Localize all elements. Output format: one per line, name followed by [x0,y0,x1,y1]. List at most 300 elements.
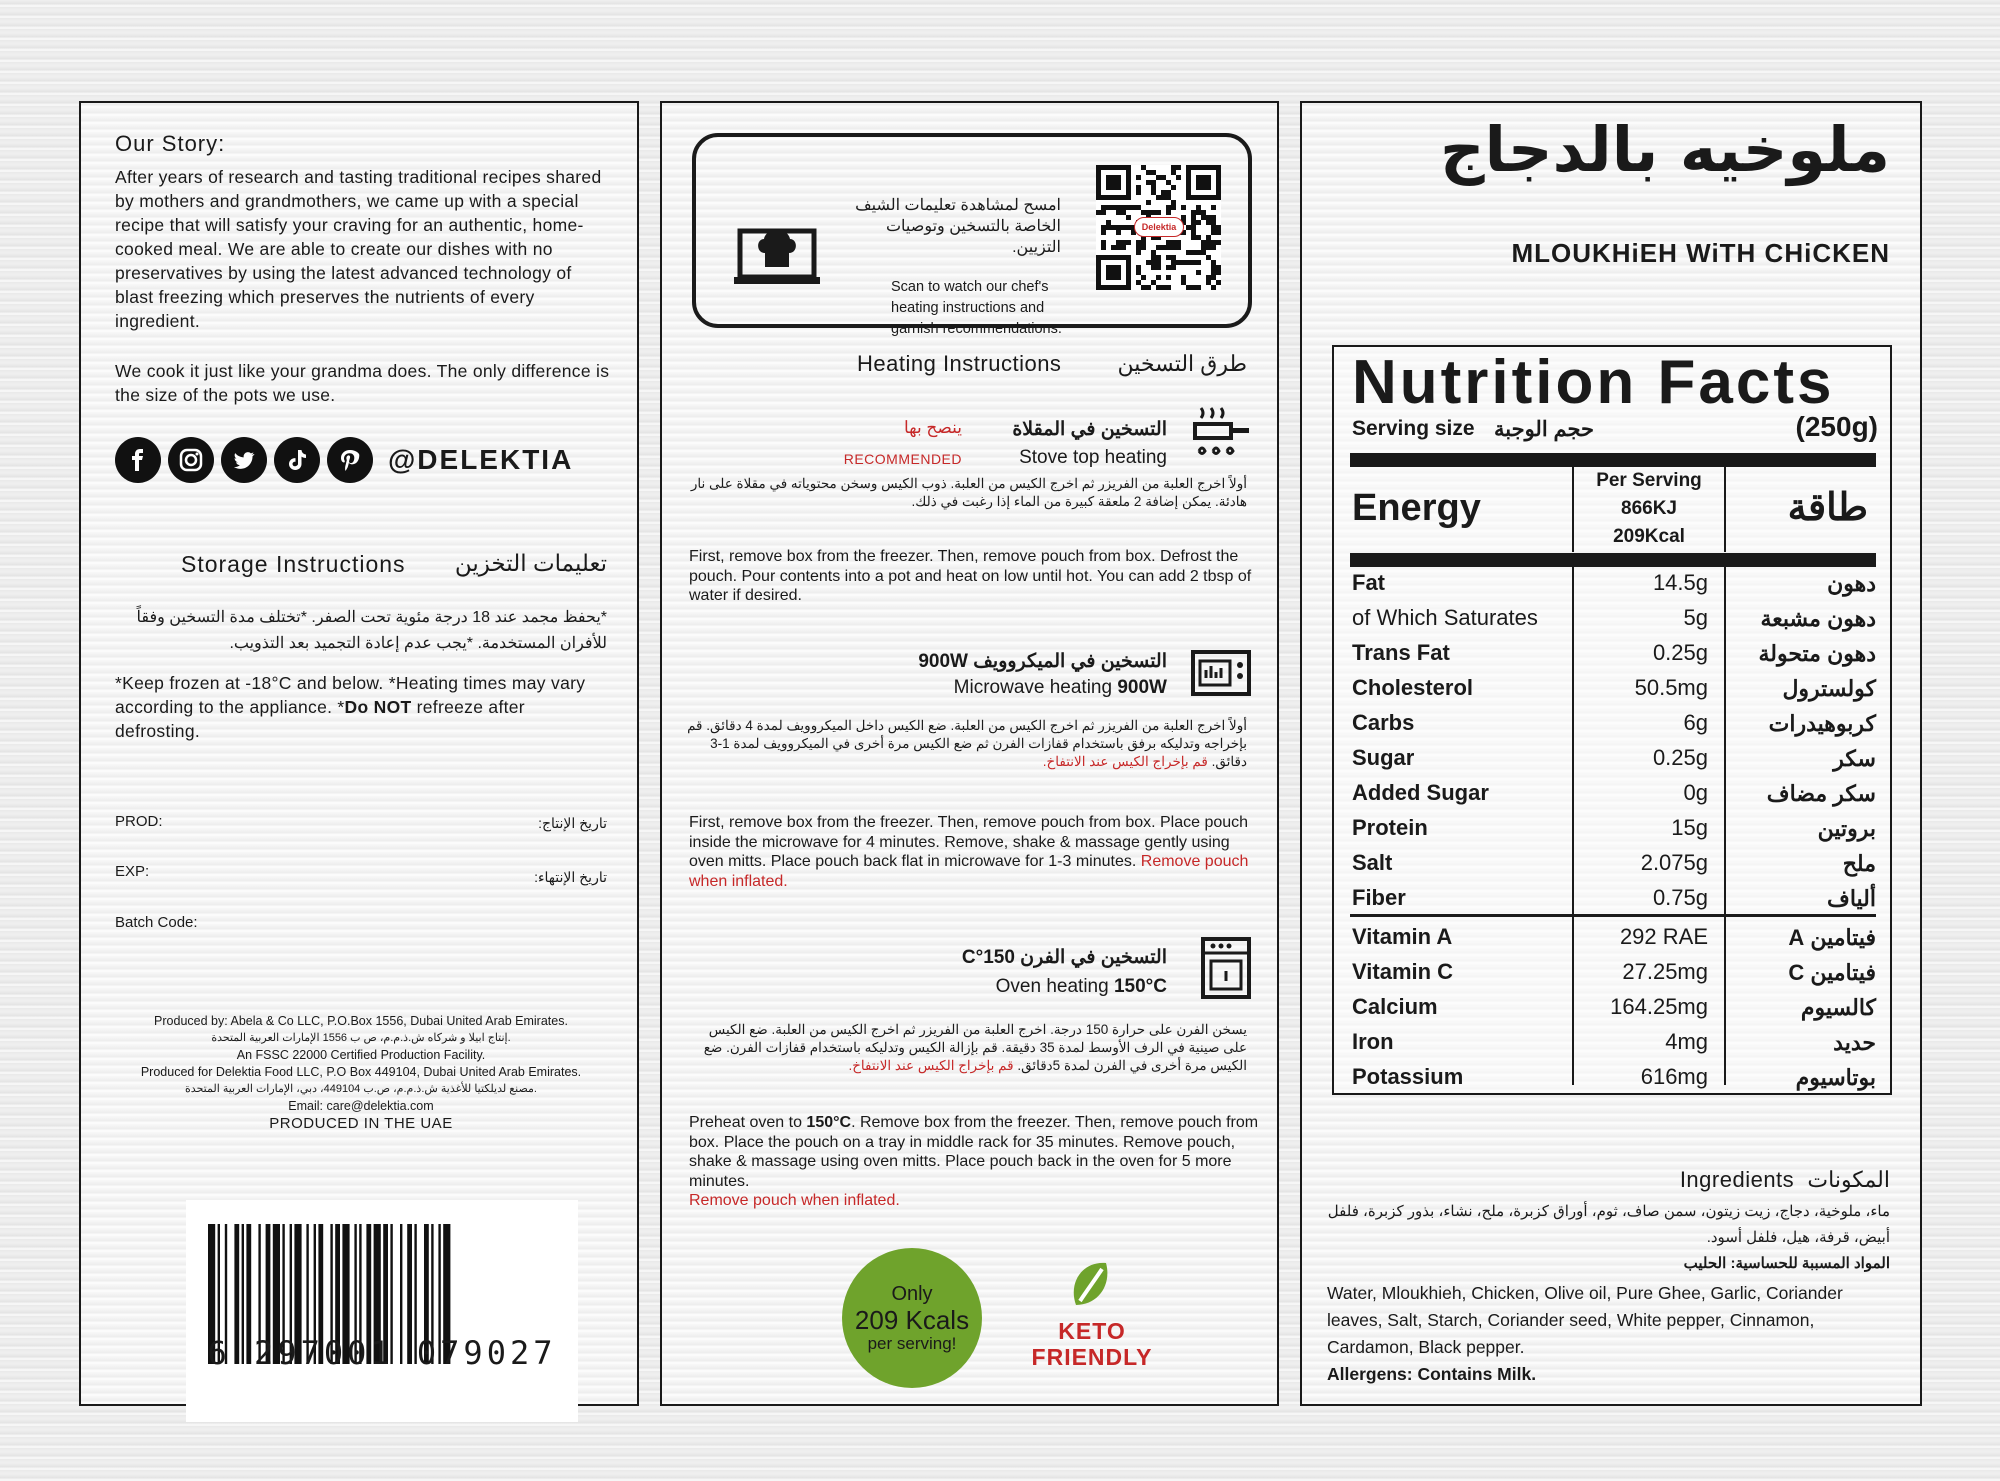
qr-module [1201,245,1206,250]
nutrient-value: 15g [1671,815,1708,840]
qr-module [1161,195,1166,200]
column-divider [1724,467,1726,552]
qr-module [1136,185,1141,190]
qr-module [1171,255,1176,260]
nutrient-name: Salt [1352,850,1393,875]
prod-label-ar: تاريخ الإنتاج: [538,815,607,831]
qr-module [1196,220,1201,225]
recommended-en: RECOMMENDED [843,451,962,467]
qr-module [1201,210,1206,215]
qr-module [1151,210,1156,215]
qr-module [1156,210,1161,215]
keto-text-2: FRIENDLY [1031,1344,1153,1370]
microwave-para-en [689,813,1259,891]
oven-para-en-2: . Remove box from the freezer. Then, remove pouch from box. Place the pouch on a tray in middle rack for 35 minutes. Remove pouch, shake & massage using oven mitts. Place pouch back in the oven for 5 more minutes. [689,1114,1259,1190]
qr-module [1151,280,1156,285]
nutrient-name: of Which Saturates [1352,605,1538,630]
qr-box [692,133,1252,337]
divider-thin [1350,914,1876,917]
qr-module [1116,245,1121,250]
serving-size-label: Serving size [1352,417,1475,440]
qr-module [1106,175,1121,190]
qr-module [1141,240,1146,245]
vitamin-name-ar: بوتاسيوم [1795,1065,1876,1090]
nutrition-facts-title: Nutrition Facts [1352,348,1835,417]
qr-module [1161,175,1166,180]
qr-module [1106,225,1111,230]
oven-para-en-1: Preheat oven to [689,1114,807,1131]
qr-module [1136,205,1141,210]
prod-label: PROD: [115,813,163,830]
qr-module [1211,285,1216,290]
qr-module [1201,250,1206,255]
vitamin-name-ar: حديد [1833,1030,1876,1055]
qr-module [1216,280,1221,285]
qr-module [1156,285,1161,290]
qr-module [1121,225,1126,230]
nutrient-row [1350,635,1876,670]
qr-module [1151,170,1156,175]
recommended-ar: ينصح بها [903,418,962,437]
qr-module [1116,210,1121,215]
qr-module [1121,245,1126,250]
qr-module [1191,230,1196,235]
qr-text-en: Scan to watch our chef's heating instructions and garnish recommendations. [891,279,1062,337]
qr-module [1196,235,1201,240]
vitamin-row [1350,954,1876,989]
qr-module [1216,225,1221,230]
vitamin-row [1350,1059,1876,1094]
qr-module [1171,170,1176,175]
qr-module [1141,165,1146,170]
vitamin-value: 4mg [1665,1029,1708,1054]
qr-module [1191,210,1196,215]
leaf-icon [1062,1253,1122,1313]
qr-module [1171,200,1176,205]
qr-module [1146,285,1151,290]
qr-module [1166,275,1171,280]
vitamin-name-ar: كالسيوم [1800,995,1876,1020]
qr-module [1136,280,1141,285]
storage-title-en: Storage Instructions [181,551,406,577]
qr-module [1216,270,1221,275]
nutrient-value: 6g [1683,710,1708,735]
qr-module [1186,250,1191,255]
microwave-title-en-1: Microwave heating [953,677,1118,698]
qr-module [1211,220,1216,225]
qr-module [1146,180,1151,185]
qr-module [1141,210,1146,215]
qr-module [1166,190,1171,195]
vitamin-name: Vitamin A [1352,924,1453,949]
qr-module [1211,240,1216,245]
nutrient-row [1350,880,1876,915]
vitamin-name: Potassium [1352,1064,1464,1089]
ingredients-text-en: Water, Mloukhieh, Chicken, Olive oil, Pure Ghee, Garlic, Coriander leaves, Salt, Starch, Coriander seed, White pepper, Cinnamon, Cardamon, Black pepper. [1327,1283,1843,1357]
qr-module [1171,185,1176,190]
vitamin-value: 616mg [1640,1064,1708,1089]
qr-code[interactable] [1096,165,1221,290]
oven-para-ar-text: يسخن الفرن على حرارة 150 درجة. اخرج العلبة من الفريزر ثم اخرج الكيس من العلبة. ضع الكيس على صينية في الرف الأوسط لمدة 35 دقيقة. قم بإزالة الكيس وتدليكه باستخدام قفازات الفرن. ضع الكيس مرة أخرى في الفرن لمدة 5دقائق. [703,1022,1247,1073]
qr-module [1166,245,1171,250]
qr-module [1156,255,1161,260]
qr-module [1171,260,1176,265]
energy-values [1574,467,1724,551]
qr-module [1196,210,1201,215]
energy-kj: 866KJ [1621,498,1677,519]
qr-module [1216,265,1221,270]
vitamin-value: 164.25mg [1610,994,1708,1019]
qr-module [1136,190,1141,195]
energy-label: Energy [1352,487,1481,529]
nutrient-value: 14.5g [1652,570,1708,595]
vitamin-value: 27.25mg [1622,959,1708,984]
producer-line-5: مصنع لديلكتيا للأغذية ش.ذ.م.م، ص.ب 449104، دبي، الإمارات العربية المتحدة. [185,1083,537,1095]
qr-module [1156,260,1161,265]
qr-module [1151,260,1156,265]
nutrient-name: Trans Fat [1352,640,1450,665]
qr-module [1166,180,1171,185]
nutrient-name: Sugar [1352,745,1415,770]
qr-module [1171,245,1176,250]
qr-module [1101,245,1106,250]
story-body: After years of research and tasting traditional recipes shared by mothers and grandmothers, we came up with a special recipe that will satisfy your craving for an authentic, home-cooked meal. We are able to create our dishes with no preservatives by using the latest advanced technology of blast freezing which preserves the nutrients of every ingredient. [115,167,602,331]
kcal-badge-line-3: per serving! [867,1333,957,1353]
qr-module [1166,240,1171,245]
nutrient-name-ar: ألياف [1827,886,1876,911]
qr-module [1166,210,1171,215]
back-panel-right [1300,101,1922,1406]
nutrient-name-ar: كولسترول [1782,676,1876,701]
qr-module [1141,245,1146,250]
back-panel-middle [660,101,1279,1406]
storage-text-en-bold: Do NOT [344,697,412,717]
nutrient-row [1350,565,1876,600]
back-panel-left [79,101,639,1406]
nutrient-value: 50.5mg [1634,675,1708,700]
qr-module [1216,240,1221,245]
vitamin-name: Vitamin C [1352,959,1454,984]
qr-module [1176,175,1181,180]
vitamin-name: Calcium [1352,994,1438,1019]
qr-module [1211,260,1216,265]
qr-module [1131,205,1136,210]
qr-module [1136,175,1141,180]
ingredients-title-en: Ingredients [1679,1167,1795,1192]
storage-text-en-1: *Keep frozen at -18°C and below. *Heating times may vary according to the appliance. * [115,673,586,717]
keto-text-1: KETO [1058,1318,1126,1344]
storage-title-ar: تعليمات التخزين [454,550,607,576]
qr-module [1201,240,1206,245]
nutrient-name-ar: دهون مشبعة [1760,606,1876,631]
qr-module [1211,245,1216,250]
qr-module [1191,285,1196,290]
pinterest-icon[interactable] [327,437,373,483]
qr-module [1151,180,1156,185]
nutrient-value: 0.75g [1652,885,1708,910]
qr-module [1121,205,1126,210]
qr-module [1196,250,1201,255]
qr-module [1136,250,1141,255]
qr-module [1216,230,1221,235]
qr-module [1211,265,1216,270]
stove-title-en: Stove top heating [1019,447,1167,468]
qr-module [1186,260,1191,265]
qr-module [1206,240,1211,245]
qr-text-ar: امسح لمشاهدة تعليمات الشيف الخاصة بالتسخين وتوصيات التزيين. [855,197,1061,256]
stove-para-en: First, remove box from the freezer. Then, remove pouch from box. Defrost the pouch. Pour contents into a pot and heat on low until hot. You can add 2 tbsp of water if desired. [689,548,1252,604]
qr-module [1206,215,1211,220]
qr-module [1116,240,1121,245]
qr-module [1166,205,1171,210]
keto-badge [1027,1253,1157,1370]
social-row [115,437,573,483]
nutrient-name: Fat [1352,570,1385,595]
qr-module [1121,240,1126,245]
qr-module [1151,250,1156,255]
qr-module [1191,220,1196,225]
product-name-en: MLOUKHiEH WiTH CHiCKEN [1511,238,1890,268]
vitamin-name: Iron [1352,1029,1394,1054]
vitamin-name-ar: فيتامين A [1788,925,1876,950]
qr-module [1181,260,1186,265]
nutrient-name: Added Sugar [1352,780,1489,805]
qr-module [1156,175,1161,180]
qr-module [1141,285,1146,290]
qr-module [1181,275,1186,280]
qr-module [1201,215,1206,220]
nutrient-value: 2.075g [1640,850,1708,875]
nutrient-value: 5g [1683,605,1708,630]
qr-module [1171,240,1176,245]
qr-module [1181,215,1186,220]
qr-module [1206,275,1211,280]
per-serving-label: Per Serving [1596,470,1702,491]
qr-module [1126,205,1131,210]
qr-module [1196,205,1201,210]
nutrient-row [1350,600,1876,635]
qr-module [1136,265,1141,270]
story-body-2: We cook it just like your grandma does. The only difference is the size of the pots we use. [115,361,610,405]
microwave-para-ar-warning: قم بإخراج الكيس عند الانتفاخ. [1042,754,1208,769]
barcode [186,1200,578,1422]
oven-temp: 150°C [1113,976,1167,997]
qr-module [1116,230,1121,235]
qr-module [1211,215,1216,220]
oven-para-en-temp: 150°C [806,1114,852,1131]
nutrient-name: Carbs [1352,710,1415,735]
qr-module [1126,240,1131,245]
divider-thick [1350,453,1876,467]
qr-module [1146,210,1151,215]
qr-module [1206,245,1211,250]
qr-module [1116,225,1121,230]
qr-module [1166,255,1171,260]
serving-size-value: (250g) [1795,411,1878,442]
qr-logo: Delektia [1134,217,1184,237]
oven-para-ar-warning: قم بإخراج الكيس عند الانتفاخ. [848,1058,1014,1073]
qr-module [1176,260,1181,265]
serving-size-label-ar: حجم الوجبة [1494,418,1595,441]
product-name-ar: ملوخيه بالدجاج [1439,113,1890,186]
producer-line-4: Produced for Delektia Food LLC, P.O Box 449104, Dubai United Arab Emirates. [140,1065,582,1079]
producer-line-1: Produced by: Abela & Co LLC, P.O.Box 1556, Dubai United Arab Emirates. [154,1014,568,1028]
qr-module [1156,265,1161,270]
oven-title-en [996,976,1167,998]
produced-in: PRODUCED IN THE UAE [269,1115,453,1132]
allergens-ar: المواد المسببة للحساسية: الحليب [1683,1255,1890,1272]
microwave-title-en [954,677,1167,699]
microwave-watt: 900W [1117,677,1167,698]
chef-laptop-icon [732,217,822,287]
instagram-icon[interactable] [168,437,214,483]
oven-title-ar: التسخين في الفرن 150°C [961,947,1167,968]
qr-module [1111,205,1116,210]
qr-module [1151,190,1156,195]
ingredients-ar [1320,1199,1890,1277]
nutrient-value: 0g [1683,780,1708,805]
exp-label: EXP: [115,863,150,880]
qr-module [1211,205,1216,210]
qr-module [1206,220,1211,225]
oven-para-en-warning: Remove pouch when inflated. [689,1192,900,1209]
qr-module [1096,210,1101,215]
producer-line-2: إنتاج ابيلا و شركاه ش.ذ.م.م، ص ب 1556 الإمارات العربية المتحدة. [211,1032,511,1044]
nutrient-row [1350,775,1876,810]
heating-title-ar: طرق التسخين [1117,351,1247,376]
qr-module [1211,275,1216,280]
exp-label-ar: تاريخ الإنتهاء: [534,869,607,885]
qr-module [1191,225,1196,230]
qr-module [1181,205,1186,210]
qr-module [1101,240,1106,245]
qr-module [1191,215,1196,220]
qr-module [1166,195,1171,200]
barcode-number: 6 297001 079027 [207,1334,557,1372]
batch-code-label: Batch Code: [115,914,198,931]
qr-module [1171,205,1176,210]
allergens-en: Allergens: Contains Milk. [1327,1364,1537,1384]
qr-module [1196,270,1201,275]
producer-line-3: An FSSC 22000 Certified Production Facility. [236,1048,486,1062]
nutrient-name: Protein [1352,815,1428,840]
qr-module [1206,280,1211,285]
nutrient-name-ar: بروتين [1817,816,1876,841]
nutrient-name: Cholesterol [1352,675,1474,700]
nutrient-row [1350,705,1876,740]
qr-module [1126,215,1131,220]
facebook-icon[interactable] [115,437,161,483]
qr-module [1146,170,1151,175]
oven-icon [1201,937,1251,999]
stove-para-ar: أولاً اخرج العلبة من الفريزر ثم اخرج الكيس من العلبة. ذوب الكيس وسخن محتوياته في مقلاة على نار هادئة. يمكن إضافة 2 ملعقة كبيرة من الماء إذا رغبت في ذلك. [690,476,1247,509]
heating-title-en: Heating Instructions [857,351,1062,376]
qr-module [1166,265,1171,270]
microwave-title-ar: التسخين في الميكروويف 900W [918,651,1167,672]
qr-module [1136,240,1141,245]
microwave-para-en-text: First, remove box from the freezer. Then, remove pouch from box. Place pouch inside the microwave for 4 minutes. Remove, shake & massage gently using oven mitts. Place pouch back flat in microwave for 1-3 minutes. [689,814,1249,870]
qr-module [1211,225,1216,230]
qr-module [1196,285,1201,290]
nutrient-name-ar: كربوهيدرات [1768,711,1876,736]
qr-module [1206,235,1211,240]
qr-module [1116,205,1121,210]
qr-module [1136,245,1141,250]
nutrient-name-ar: سكر [1833,746,1876,771]
vitamin-value: 292 RAE [1619,924,1708,949]
kcal-badge-line-1: Only [891,1282,933,1305]
nutrient-name-ar: دهون [1827,571,1876,596]
qr-module [1181,280,1186,285]
qr-module [1196,175,1211,190]
nutrient-row [1350,670,1876,705]
qr-module [1126,225,1131,230]
qr-module [1186,285,1191,290]
qr-module [1101,205,1106,210]
story-title: Our Story: [115,131,226,156]
qr-module [1171,165,1176,170]
kcal-badge [842,1248,982,1388]
qr-module [1191,235,1196,240]
energy-label-ar: طاقة [1787,487,1868,529]
qr-module [1111,225,1116,230]
qr-module [1111,245,1116,250]
qr-module [1176,165,1181,170]
stove-pan-icon [1191,406,1251,464]
ingredients-text-ar: ماء، ملوخية، دجاج، زيت زيتون، سمن صاف، ثوم، أوراق كزبرة، ملح، نشاء، بذور كزبرة، فلفل أبيض، قرفة، هيل، فلفل أسود. [1327,1203,1890,1246]
storage-text-en [115,671,605,743]
qr-module [1151,185,1156,190]
microwave-para-ar [687,717,1247,771]
nutrient-value: 0.25g [1652,640,1708,665]
qr-module [1211,270,1216,275]
qr-module [1161,285,1166,290]
qr-module [1196,260,1201,265]
qr-module [1171,265,1176,270]
qr-module [1106,205,1111,210]
stove-title-ar: التسخين في المقلاة [1012,419,1167,440]
qr-module [1156,245,1161,250]
qr-module [1121,210,1126,215]
tiktok-icon[interactable] [274,437,320,483]
qr-module [1106,265,1121,280]
qr-module [1161,245,1166,250]
qr-module [1166,285,1171,290]
qr-module [1146,200,1151,205]
qr-module [1101,230,1106,235]
microwave-icon [1191,650,1251,698]
qr-module [1211,230,1216,235]
qr-module [1191,260,1196,265]
qr-module [1151,265,1156,270]
oven-para-en [689,1113,1259,1211]
nutrient-name-ar: دهون متحولة [1758,641,1876,666]
qr-module [1136,270,1141,275]
kcal-badge-line-2: 209 Kcals [854,1304,970,1335]
qr-module [1106,220,1111,225]
qr-module [1151,255,1156,260]
social-handle: @DELEKTIA [388,444,574,475]
energy-kcal: 209Kcal [1613,526,1685,547]
storage-text-en-2: refreeze after defrosting. [115,697,525,741]
ingredients-title [1680,1167,1890,1193]
vitamin-row [1350,919,1876,954]
twitter-icon[interactable] [221,437,267,483]
nutrient-name-ar: ملح [1842,851,1876,876]
vitamin-row [1350,989,1876,1024]
qr-module [1176,240,1181,245]
qr-module [1186,225,1191,230]
